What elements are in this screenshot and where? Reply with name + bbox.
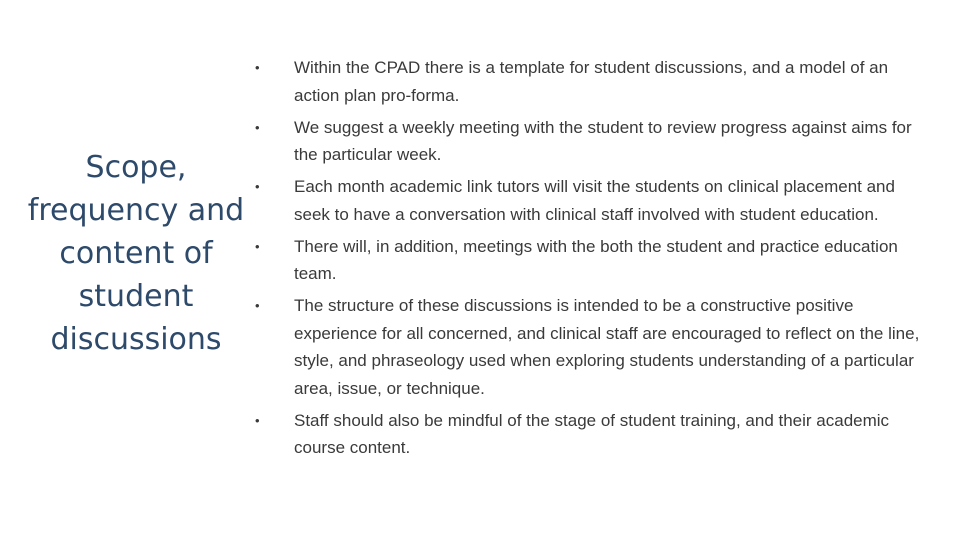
bullet-item [252, 407, 932, 462]
bullet-icon: • [255, 119, 260, 135]
title-line: Scope, [85, 150, 187, 185]
bullet-text: Staff should also be mindful of the stage of student training, and their academic course content. [294, 410, 890, 457]
bullet-text: There will, in addition, meetings with the both the student and practice education team. [294, 236, 898, 283]
bullet-item [252, 292, 932, 402]
bullet-text: Within the CPAD there is a template for student discussions, and a model of an action plan pro-forma. [294, 58, 889, 105]
bullet-text: Each month academic link tutors will visit the students on clinical placement and seek to have a conversation with clinical staff involved with student education. [294, 177, 895, 224]
title-line: content of [59, 236, 213, 271]
title-line: discussions [50, 322, 222, 357]
title-line: frequency and [27, 193, 245, 228]
bullet-item [252, 173, 932, 228]
bullet-icon: • [255, 179, 260, 194]
bullet-icon: • [255, 238, 260, 254]
bullet-item [252, 114, 932, 169]
title-line: student [78, 279, 194, 314]
bullet-list [252, 54, 932, 466]
bullet-item [252, 54, 932, 109]
bullet-icon: • [255, 412, 260, 428]
bullet-icon: • [255, 60, 260, 75]
bullet-text: We suggest a weekly meeting with the student to review progress against aims for the particular week. [294, 117, 912, 164]
slide-title [20, 146, 252, 361]
bullet-item [252, 233, 932, 288]
bullet-icon: • [255, 298, 260, 313]
bullet-text: The structure of these discussions is intended to be a constructive positive experience for all concerned, and clinical staff are encouraged to reflect on the line, style, and phraseology used when exploring students understanding of a particular area, issue, or technique. [294, 296, 920, 398]
